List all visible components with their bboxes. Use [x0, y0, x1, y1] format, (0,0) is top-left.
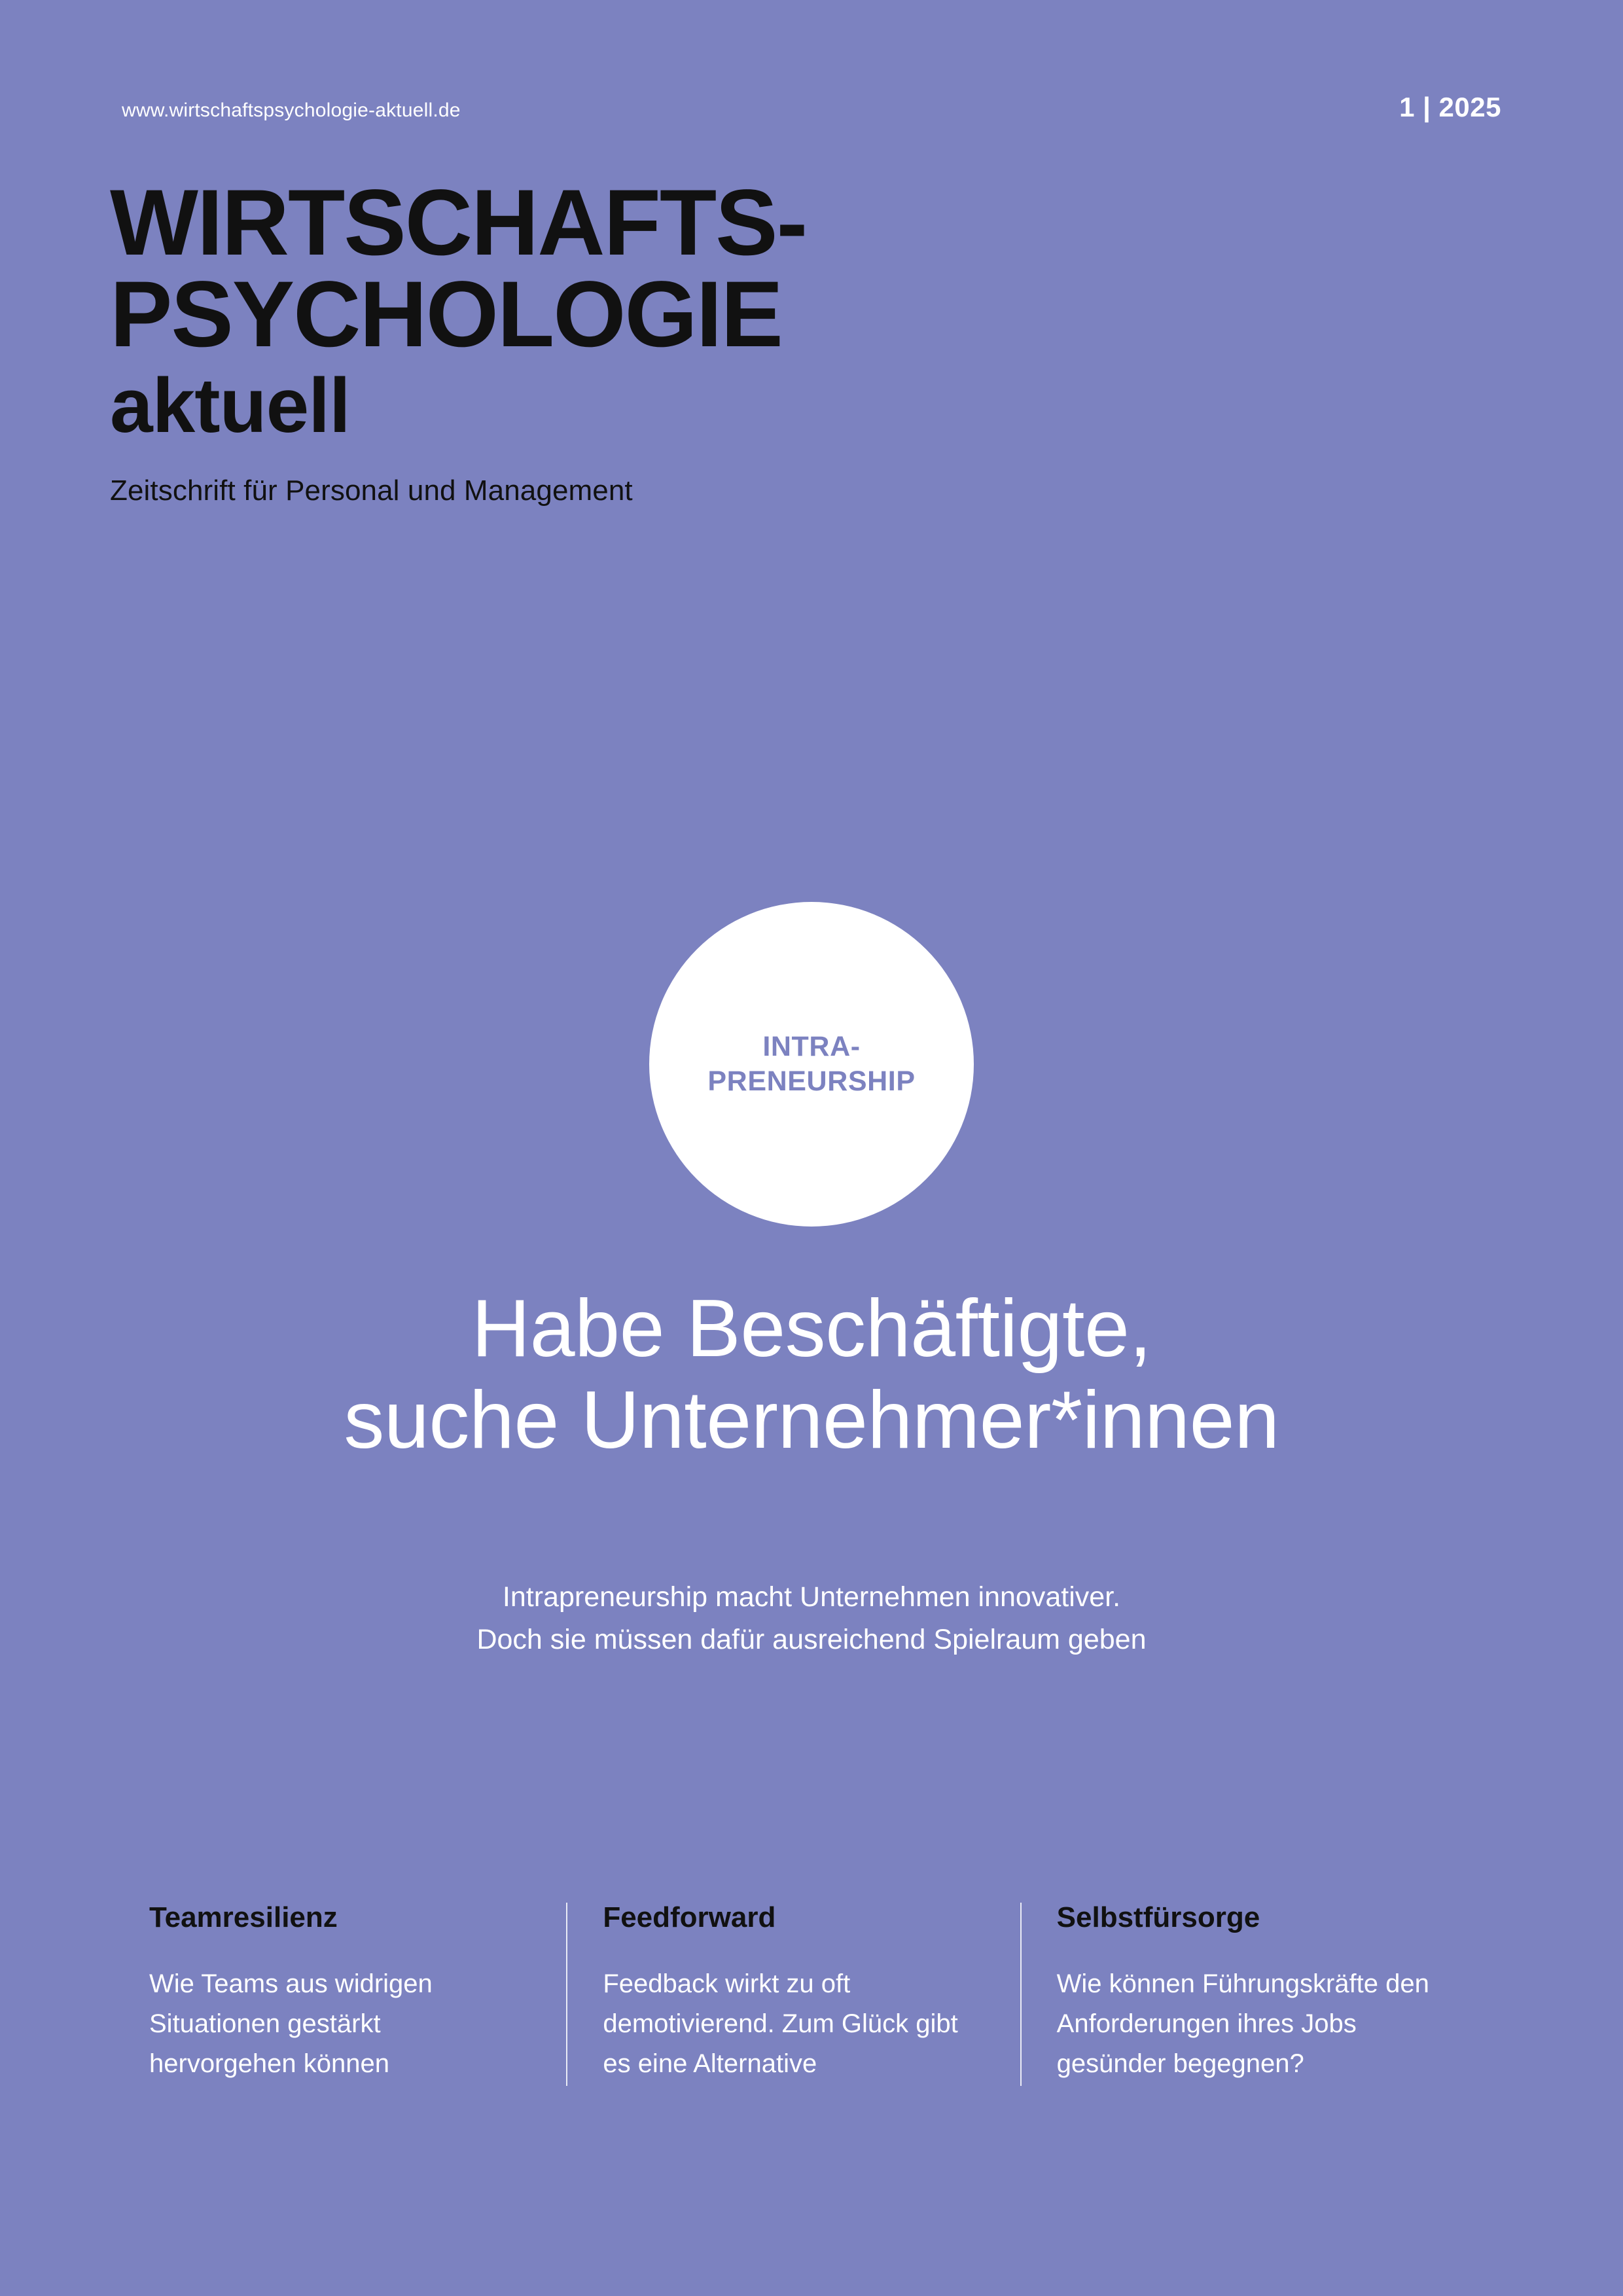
masthead-line-2: PSYCHOLOGIE [110, 262, 782, 367]
cover-deck-line-2: Doch sie müssen dafür ausreichend Spielraum geben [476, 1624, 1147, 1656]
teaser-body: Wie Teams aus widrigen Situationen gestärkt hervorgehen können [149, 1969, 433, 2078]
teaser-title: Teamresilienz [149, 1901, 338, 1933]
cover-headline-line-1: Habe Beschäftigte, [471, 1283, 1152, 1374]
cover-headline-line-2: suche Unternehmer*innen [344, 1375, 1279, 1466]
website-url: www.wirtschaftspsychologie-aktuell.de [122, 99, 461, 121]
masthead-line-3: aktuell [110, 362, 350, 449]
masthead-line-1: WIRTSCHAFTS- [110, 171, 807, 275]
topic-badge-line-2: PRENEURSHIP [707, 1066, 916, 1097]
topic-badge-line-1: INTRA- [762, 1030, 861, 1062]
masthead-subtitle: Zeitschrift für Personal und Management [110, 474, 633, 507]
teaser-item [149, 1901, 566, 2083]
issue-number: 1 | 2025 [1399, 92, 1501, 122]
teaser-body: Feedback wirkt zu oft demotivierend. Zum Glück gibt es eine Alternative [603, 1969, 958, 2078]
teaser-item [566, 1901, 1020, 2083]
cover-headline [0, 1283, 1623, 1466]
teaser-body: Wie können Führungskräfte den Anforderungen ihres Jobs gesünder begegnen? [1056, 1969, 1429, 2078]
cover-deck [0, 1576, 1623, 1662]
masthead [110, 171, 1544, 507]
topic-badge-label [707, 1030, 915, 1100]
teaser-item [1020, 1901, 1474, 2083]
teaser-title: Selbstfürsorge [1056, 1901, 1260, 1933]
cover-teasers [149, 1901, 1474, 2083]
teaser-title: Feedforward [603, 1901, 776, 1933]
cover-topbar [122, 92, 1501, 123]
topic-badge [649, 902, 974, 1227]
cover-deck-line-1: Intrapreneurship macht Unternehmen innovativer. [502, 1581, 1121, 1613]
